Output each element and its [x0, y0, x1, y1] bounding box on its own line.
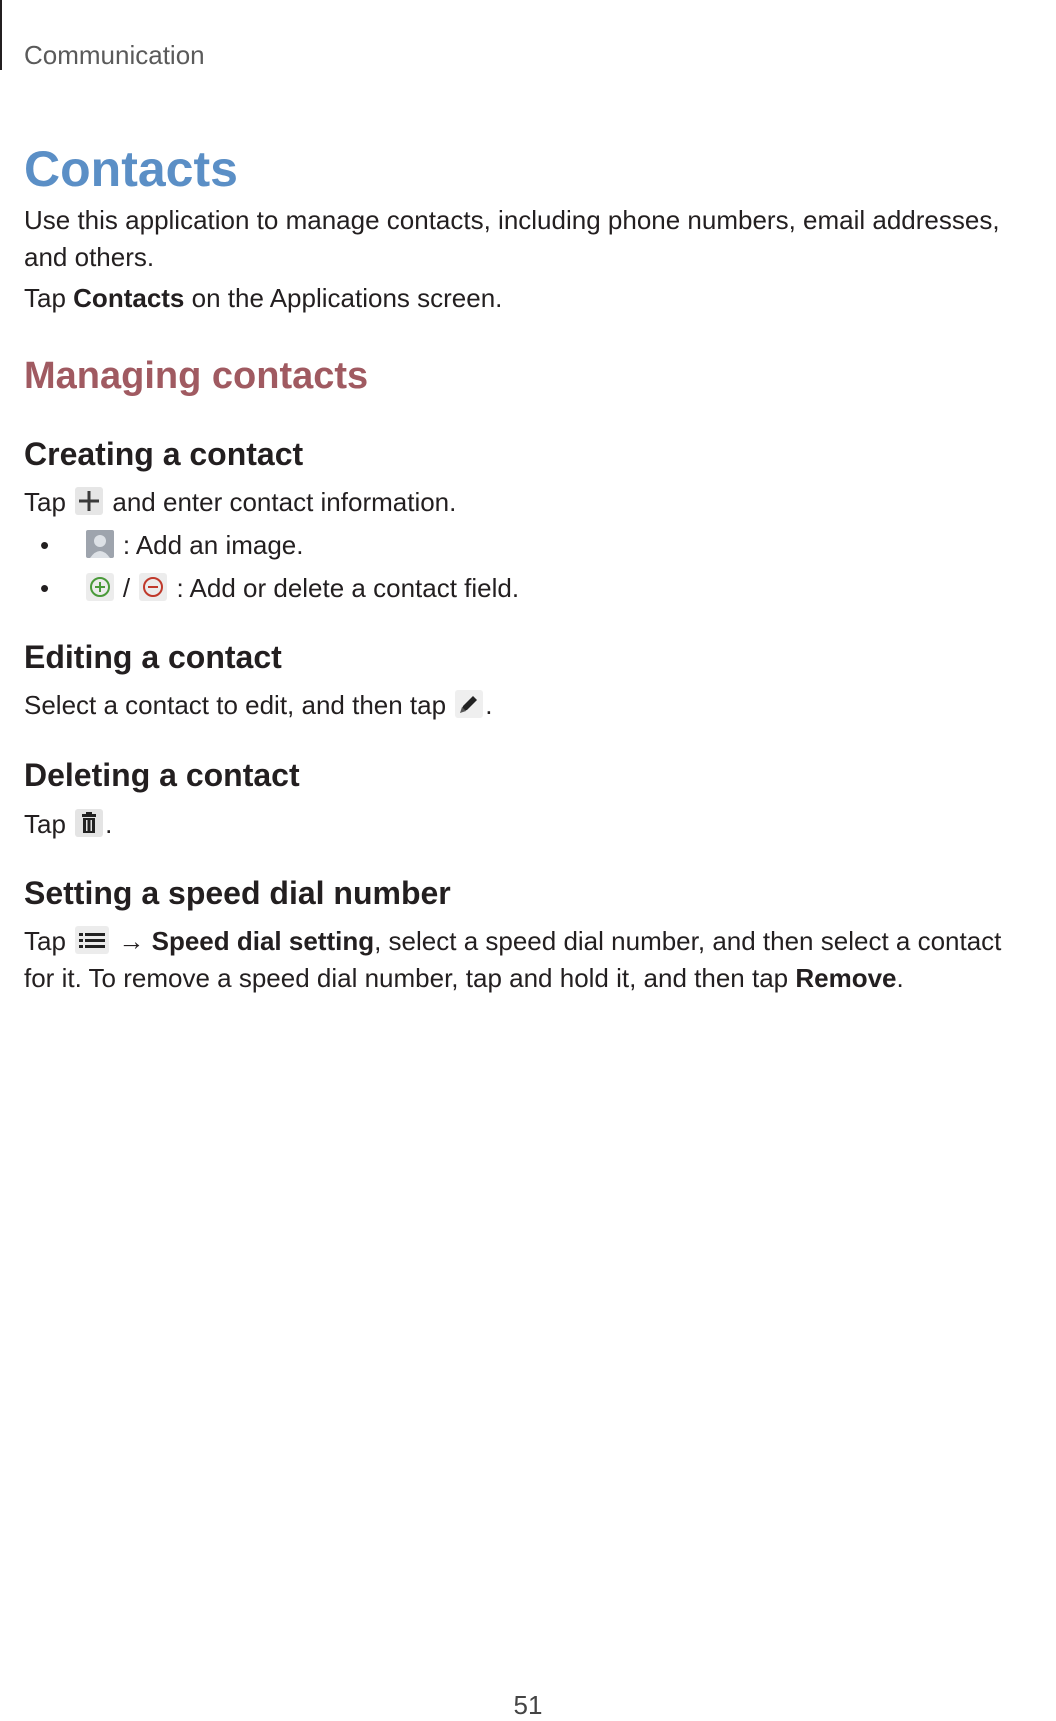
text: .	[485, 690, 493, 720]
bullet-mark: •	[40, 530, 50, 560]
text: and enter contact information.	[105, 487, 457, 517]
deleting-heading: Deleting a contact	[24, 757, 300, 793]
bullet-mark: •	[40, 573, 50, 603]
speed-dial-setting-label: Speed dial setting	[151, 926, 375, 956]
text: .	[105, 809, 113, 839]
remove-field-icon	[139, 573, 167, 601]
deleting-instruction	[24, 806, 1034, 843]
text: Tap	[24, 809, 74, 839]
intro-paragraph: Use this application to manage contacts, including phone numbers, email addresses, and others.	[24, 205, 1000, 272]
text: Tap	[24, 926, 74, 956]
pencil-icon	[455, 690, 483, 718]
page-title: Contacts	[24, 141, 238, 197]
page-number: 51	[513, 1690, 543, 1720]
open-instructions	[24, 280, 1034, 317]
add-field-icon	[86, 573, 114, 601]
creating-instruction	[24, 484, 1034, 521]
speed-dial-heading: Setting a speed dial number	[24, 875, 451, 911]
speed-dial-instruction	[24, 923, 1034, 997]
text: Tap	[24, 283, 74, 313]
editing-heading: Editing a contact	[24, 639, 282, 675]
remove-label: Remove	[795, 963, 897, 993]
text: Tap	[24, 487, 74, 517]
text: : Add an image.	[122, 530, 304, 560]
contact-image-icon	[86, 530, 114, 558]
editing-instruction	[24, 687, 1034, 724]
separator: /	[122, 573, 131, 603]
menu-icon	[75, 926, 109, 954]
contacts-app-name: Contacts	[73, 283, 185, 313]
text: on the Applications screen.	[184, 283, 503, 313]
text: : Add or delete a contact field.	[176, 573, 520, 603]
plus-icon	[75, 487, 103, 515]
text: .	[896, 963, 904, 993]
managing-heading: Managing contacts	[24, 355, 369, 397]
trash-icon	[75, 809, 103, 837]
creating-heading: Creating a contact	[24, 436, 304, 472]
header-rule	[0, 0, 2, 70]
text: , select a speed dial number, and then select a contact for it. To remove a speed dial number, tap and hold it, and then tap	[24, 926, 1002, 993]
list-item	[40, 530, 304, 561]
text: Select a contact to edit, and then tap	[24, 690, 454, 720]
arrow: →	[111, 926, 152, 956]
section-label: Communication	[24, 40, 205, 70]
list-item	[40, 573, 519, 604]
